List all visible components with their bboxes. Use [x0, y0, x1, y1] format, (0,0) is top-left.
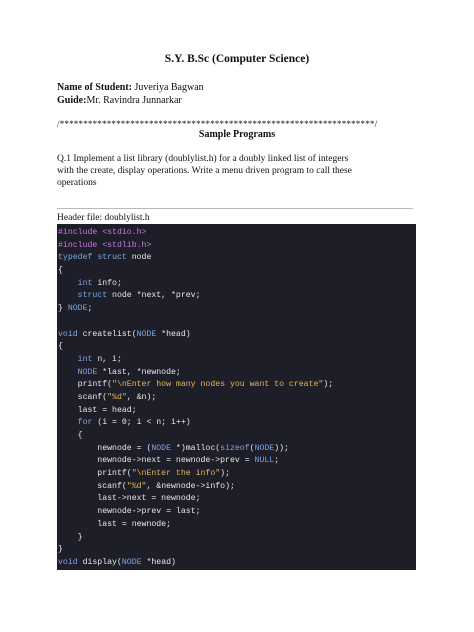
- code-line: printf("\nEnter the info");: [58, 469, 230, 479]
- comment-separator: /*******************************************************************/: [57, 119, 378, 129]
- guide-line: [57, 95, 182, 106]
- guide-name: Mr. Ravindra Junnarkar: [86, 95, 182, 106]
- student-name: Juveriya Bagwan: [132, 82, 204, 93]
- student-label: Name of Student:: [57, 82, 132, 93]
- code-line: } NODE;: [58, 304, 93, 314]
- code-line: struct node *next, *prev;: [77, 291, 201, 301]
- code-line: [57, 316, 416, 329]
- code-line: {: [58, 342, 63, 352]
- horizontal-divider: [57, 208, 413, 209]
- code-line: newnode->next = newnode->prev = NULL;: [58, 456, 280, 466]
- code-line: }: [58, 532, 83, 542]
- code-line: {: [58, 431, 83, 440]
- code-line: newnode->prev = last;: [58, 507, 201, 517]
- page-title: S.Y. B.Sc (Computer Science): [164, 53, 310, 65]
- question-text: Q.1 Implement a list library (doublylist.h) for a doubly linked list of integers with the create, display operations. Write a menu driven program to call these operations: [57, 154, 352, 188]
- code-line: for (i = 0; i < n; i++): [77, 418, 191, 428]
- code-line: void createlist(NODE *head): [58, 329, 191, 339]
- guide-label: Guide:: [57, 95, 87, 106]
- code-line: last = newnode;: [58, 519, 172, 529]
- student-name-line: [57, 82, 204, 93]
- code-block: [57, 224, 416, 570]
- code-line: int info;: [77, 278, 122, 288]
- code-line: newnode = (NODE *)malloc(sizeof(NODE));: [58, 443, 289, 453]
- code-line: #include <stdlib.h>: [58, 240, 152, 250]
- code-line: #include <stdio.h>: [58, 228, 147, 237]
- code-line: void display(NODE *head): [58, 557, 176, 567]
- code-line: scanf("%d", &newnode->info);: [58, 481, 235, 491]
- code-line: NODE *last, *newnode;: [77, 367, 181, 377]
- code-line: {: [58, 266, 63, 276]
- code-line: }: [58, 545, 63, 555]
- code-line: last->next = newnode;: [58, 494, 201, 504]
- code-line: printf("\nEnter how many nodes you want to create");: [58, 380, 334, 390]
- code-line: scanf("%d", &n);: [58, 392, 157, 402]
- code-line: int n, i;: [77, 354, 122, 364]
- code-line: typedef struct node: [58, 253, 152, 263]
- header-file-label: Header file: doublylist.h: [57, 213, 150, 223]
- code-line: last = head;: [58, 405, 137, 415]
- section-title: Sample Programs: [198, 129, 276, 140]
